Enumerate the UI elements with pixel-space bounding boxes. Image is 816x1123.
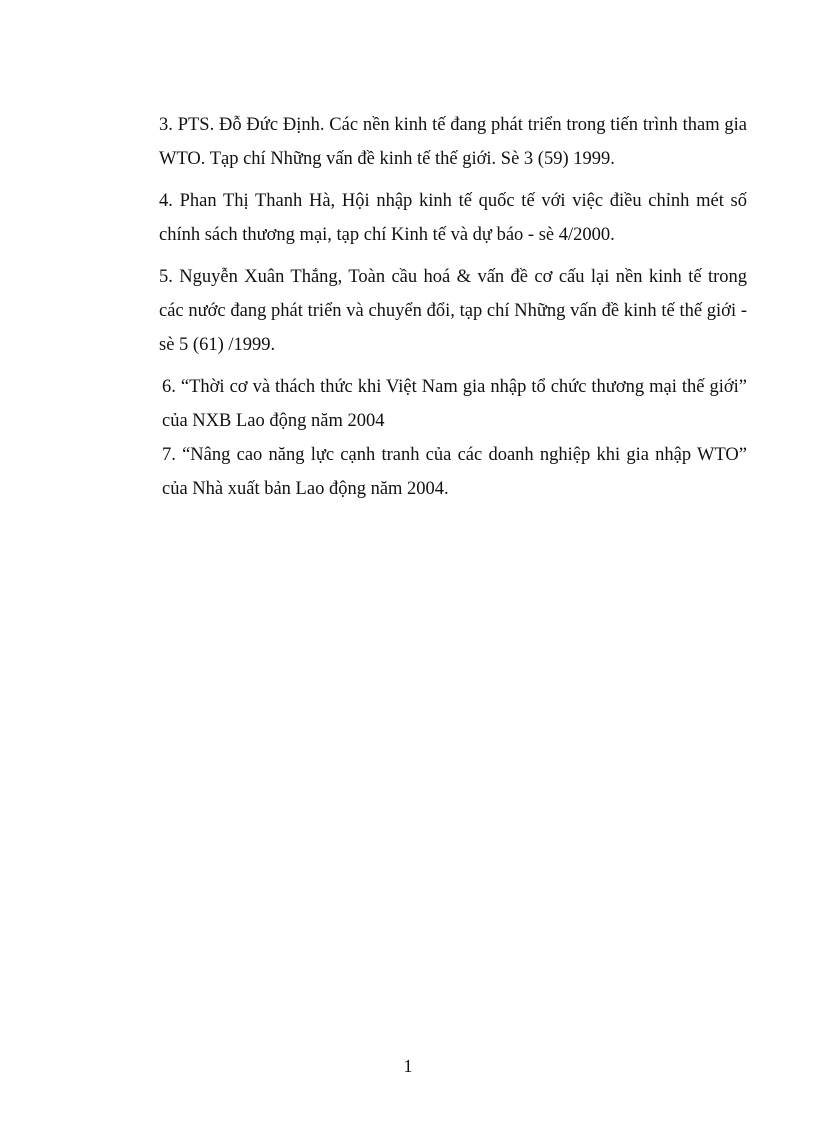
- reference-list: [159, 108, 747, 506]
- page-number: 1: [403, 1056, 413, 1076]
- reference-item-7: 7. “Nâng cao năng lực cạnh tranh của các doanh nghiệp khi gia nhập WTO” của Nhà xuất bản Lao động năm 2004.: [162, 445, 747, 499]
- reference-item-3: 3. PTS. Đỗ Đức Định. Các nền kinh tế đang phát triển trong tiến trình tham gia WTO. Tạp chí Những vấn đề kinh tế thế giới. Sè 3 (59) 1999.: [159, 115, 747, 169]
- reference-item-5: 5. Nguyễn Xuân Thắng, Toàn cầu hoá & vấn đề cơ cấu lại nền kinh tế trong các nước đang phát triển và chuyển đổi, tạp chí Những vấn đề kinh tế thế giới - sè 5 (61) /1999.: [159, 267, 747, 355]
- reference-item-6: 6. “Thời cơ và thách thức khi Việt Nam gia nhập tổ chức thương mại thế giới” của NXB Lao động năm 2004: [162, 377, 747, 431]
- reference-item-4: 4. Phan Thị Thanh Hà, Hội nhập kinh tế quốc tế với việc điều chỉnh mét số chính sách thương mại, tạp chí Kinh tế và dự báo - sè 4/2000.: [159, 191, 747, 245]
